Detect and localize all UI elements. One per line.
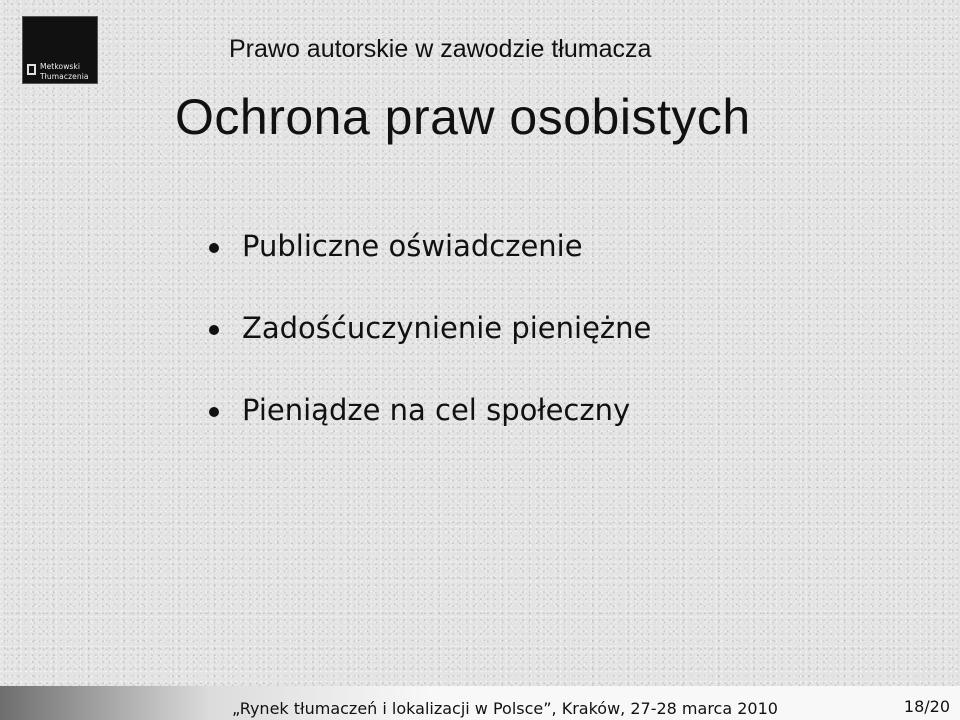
logo-frame-icon [27, 64, 36, 75]
footer-text: „Rynek tłumaczeń i lokalizacji w Polsce”, Kraków, 27-28 marca 2010 [232, 699, 778, 718]
logo-line-1: Metkowski [40, 62, 81, 71]
slide-title: Ochrona praw osobistych [175, 89, 751, 145]
presentation-subtitle: Prawo autorskie w zawodzie tłumacza [229, 35, 652, 63]
bullet-text: Publiczne oświadczenie [242, 229, 583, 263]
company-logo [22, 16, 98, 84]
bullet-icon [209, 407, 219, 417]
page-number: 18/20 [903, 697, 950, 716]
bullet-icon [209, 325, 219, 335]
bullet-icon [209, 243, 219, 253]
bullet-text: Pieniądze na cel społeczny [242, 393, 631, 427]
logo-line-2: Tłumaczenia [40, 72, 89, 81]
bullet-text: Zadośćuczynienie pieniężne [242, 311, 652, 345]
footer-bar [0, 686, 960, 720]
